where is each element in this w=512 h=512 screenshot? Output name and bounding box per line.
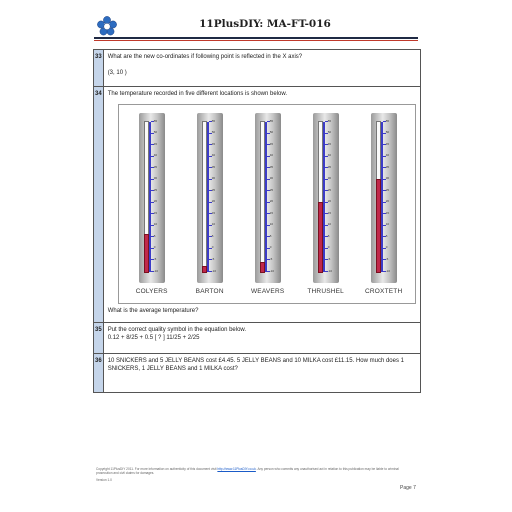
question-number: 35 (94, 323, 104, 354)
copyright-link[interactable]: http://www.11PlusDIY.co.uk (217, 467, 256, 471)
scale-tick-label: 45 (269, 141, 274, 146)
scale-tick-label: -10 (153, 268, 159, 273)
question-number: 33 (94, 50, 104, 87)
scale-tick-label: 15 (385, 210, 390, 215)
thermometer-colyers (139, 113, 165, 283)
version-label: Version 1.0 (96, 478, 112, 482)
thermometer-barton (197, 113, 223, 283)
location-label: WEAVERS (250, 288, 285, 295)
question-number: 36 (94, 354, 104, 393)
scale-tick-label: 25 (153, 187, 158, 192)
scale-tick-label: 40 (269, 153, 274, 158)
thermometer-weavers (255, 113, 281, 283)
scale-tick-label: 30 (327, 176, 332, 181)
scale-tick-label: 20 (327, 199, 332, 204)
scale-tick-label: 35 (327, 164, 332, 169)
scale-tick-label: 5 (385, 233, 388, 238)
scale-tick-label: 35 (269, 164, 274, 169)
scale-tick-label: 45 (327, 141, 332, 146)
scale-tick-label: 50 (385, 130, 390, 135)
question-answer: (3, 10 ) (107, 70, 127, 76)
scale-tick-label: 50 (269, 130, 274, 135)
page-title: 11PlusDIY: MA-FT-016 (199, 18, 331, 30)
copyright-text: Copyright 11PlusDIY 2011. For more information on authenticity of this document visit (96, 467, 217, 471)
question-text: Put the correct quality symbol in the equation below. (107, 327, 247, 333)
thermometer-chart (118, 104, 416, 304)
scale-tick-label: -10 (385, 268, 391, 273)
scale-tick-label: 50 (211, 130, 216, 135)
scale-tick-label: -5 (327, 256, 331, 261)
scale-tick-label: 5 (211, 233, 214, 238)
thermometer-thrushel (313, 113, 339, 283)
question-row (94, 50, 421, 87)
header-accent-rule (94, 40, 418, 41)
scale-tick-label: 30 (211, 176, 216, 181)
scale-tick-label: 10 (211, 222, 216, 227)
scale-tick-label: -10 (327, 268, 333, 273)
scale-tick-label: -5 (153, 256, 157, 261)
scale-tick-label: 0 (327, 245, 330, 250)
scale-tick-label: 35 (211, 164, 216, 169)
scale-tick-label: 20 (153, 199, 158, 204)
thermometer-case (139, 113, 165, 283)
scale-tick-label: 0 (211, 245, 214, 250)
location-label: COLYERS (135, 288, 168, 295)
scale-tick-label: 50 (153, 130, 158, 135)
scale-tick-label: 20 (211, 199, 216, 204)
scale-tick-label: 55 (153, 118, 158, 123)
scale-tick-label: 20 (269, 199, 274, 204)
scale-tick-label: 50 (327, 130, 332, 135)
scale-tick-label: 40 (327, 153, 332, 158)
scale-tick-label: 45 (211, 141, 216, 146)
scale-tick-label: 10 (327, 222, 332, 227)
scale-tick-label: 55 (269, 118, 274, 123)
flower-logo-icon (96, 15, 118, 37)
scale-tick-label: 15 (327, 210, 332, 215)
thermometer-case (255, 113, 281, 283)
question-text: 10 SNICKERS and 5 JELLY BEANS cost £4.45. 5 JELLY BEANS and 10 MILKA cost £11.15. How much does 1 SNICKERS, 1 JELLY BEANS and 1 MILKA cost? (107, 358, 404, 372)
location-label: CROXTETH (365, 288, 403, 295)
scale-tick-label: 15 (269, 210, 274, 215)
copyright-notice (96, 467, 416, 475)
question-text: The temperature recorded in five different locations is shown below. (107, 91, 288, 97)
scale-tick-label: 5 (153, 233, 156, 238)
scale-tick-label: 15 (153, 210, 158, 215)
scale-tick-label: 40 (385, 153, 390, 158)
scale-tick-label: 55 (211, 118, 216, 123)
scale-tick-label: 10 (269, 222, 274, 227)
scale-tick-label: 55 (385, 118, 390, 123)
scale-tick-label: 40 (153, 153, 158, 158)
scale-tick-label: -5 (385, 256, 389, 261)
scale-tick-label: 10 (153, 222, 158, 227)
question-number: 34 (94, 87, 104, 323)
questions-table (93, 49, 421, 393)
scale-tick-label: 55 (327, 118, 332, 123)
scale-tick-label: 35 (385, 164, 390, 169)
scale-tick-label: -10 (269, 268, 275, 273)
question-cell (103, 50, 420, 87)
scale-tick-label: 30 (269, 176, 274, 181)
thermometer-case (371, 113, 397, 283)
scale-tick-label: -5 (269, 256, 273, 261)
thermometer-case (313, 113, 339, 283)
page-number: Page 7 (400, 485, 416, 491)
scale-tick-label: 25 (211, 187, 216, 192)
question-cell (103, 354, 420, 393)
scale-tick-label: 35 (153, 164, 158, 169)
scale-tick-label: -10 (211, 268, 217, 273)
scale-tick-label: 45 (385, 141, 390, 146)
scale-tick-label: 5 (269, 233, 272, 238)
question-followup: What is the average temperature? (107, 308, 199, 314)
question-row (94, 323, 421, 354)
scale-tick-label: 0 (153, 245, 156, 250)
header-rule (94, 37, 418, 39)
question-answer: 0.12 + 8/25 + 0.5 [ ? ] 11/25 + 2/25 (107, 335, 200, 341)
question-row (94, 87, 421, 323)
question-cell (103, 323, 420, 354)
scale-tick-label: 30 (153, 176, 158, 181)
thermometer-case (197, 113, 223, 283)
scale-tick-label: 40 (211, 153, 216, 158)
scale-tick-label: 5 (327, 233, 330, 238)
scale-tick-label: 25 (327, 187, 332, 192)
location-label: THRUSHEL (307, 288, 344, 295)
scale-tick-label: 15 (211, 210, 216, 215)
scale-tick-label: -5 (211, 256, 215, 261)
scale-tick-label: 0 (269, 245, 272, 250)
scale-tick-label: 45 (153, 141, 158, 146)
question-cell (103, 87, 420, 323)
scale-tick-label: 25 (385, 187, 390, 192)
scale-tick-label: 10 (385, 222, 390, 227)
question-text: What are the new co-ordinates if following point is reflected in the X axis? (107, 54, 303, 60)
question-row (94, 354, 421, 393)
thermometer-croxteth (371, 113, 397, 283)
location-label: BARTON (195, 288, 224, 295)
scale-tick-label: 30 (385, 176, 390, 181)
scale-tick-label: 25 (269, 187, 274, 192)
scale-tick-label: 0 (385, 245, 388, 250)
scale-tick-label: 20 (385, 199, 390, 204)
copyright-rest: . Any person who commits any unauthorised act in relation to this publication may be liable to criminal prosecution and civil claims for damages. (96, 467, 399, 475)
